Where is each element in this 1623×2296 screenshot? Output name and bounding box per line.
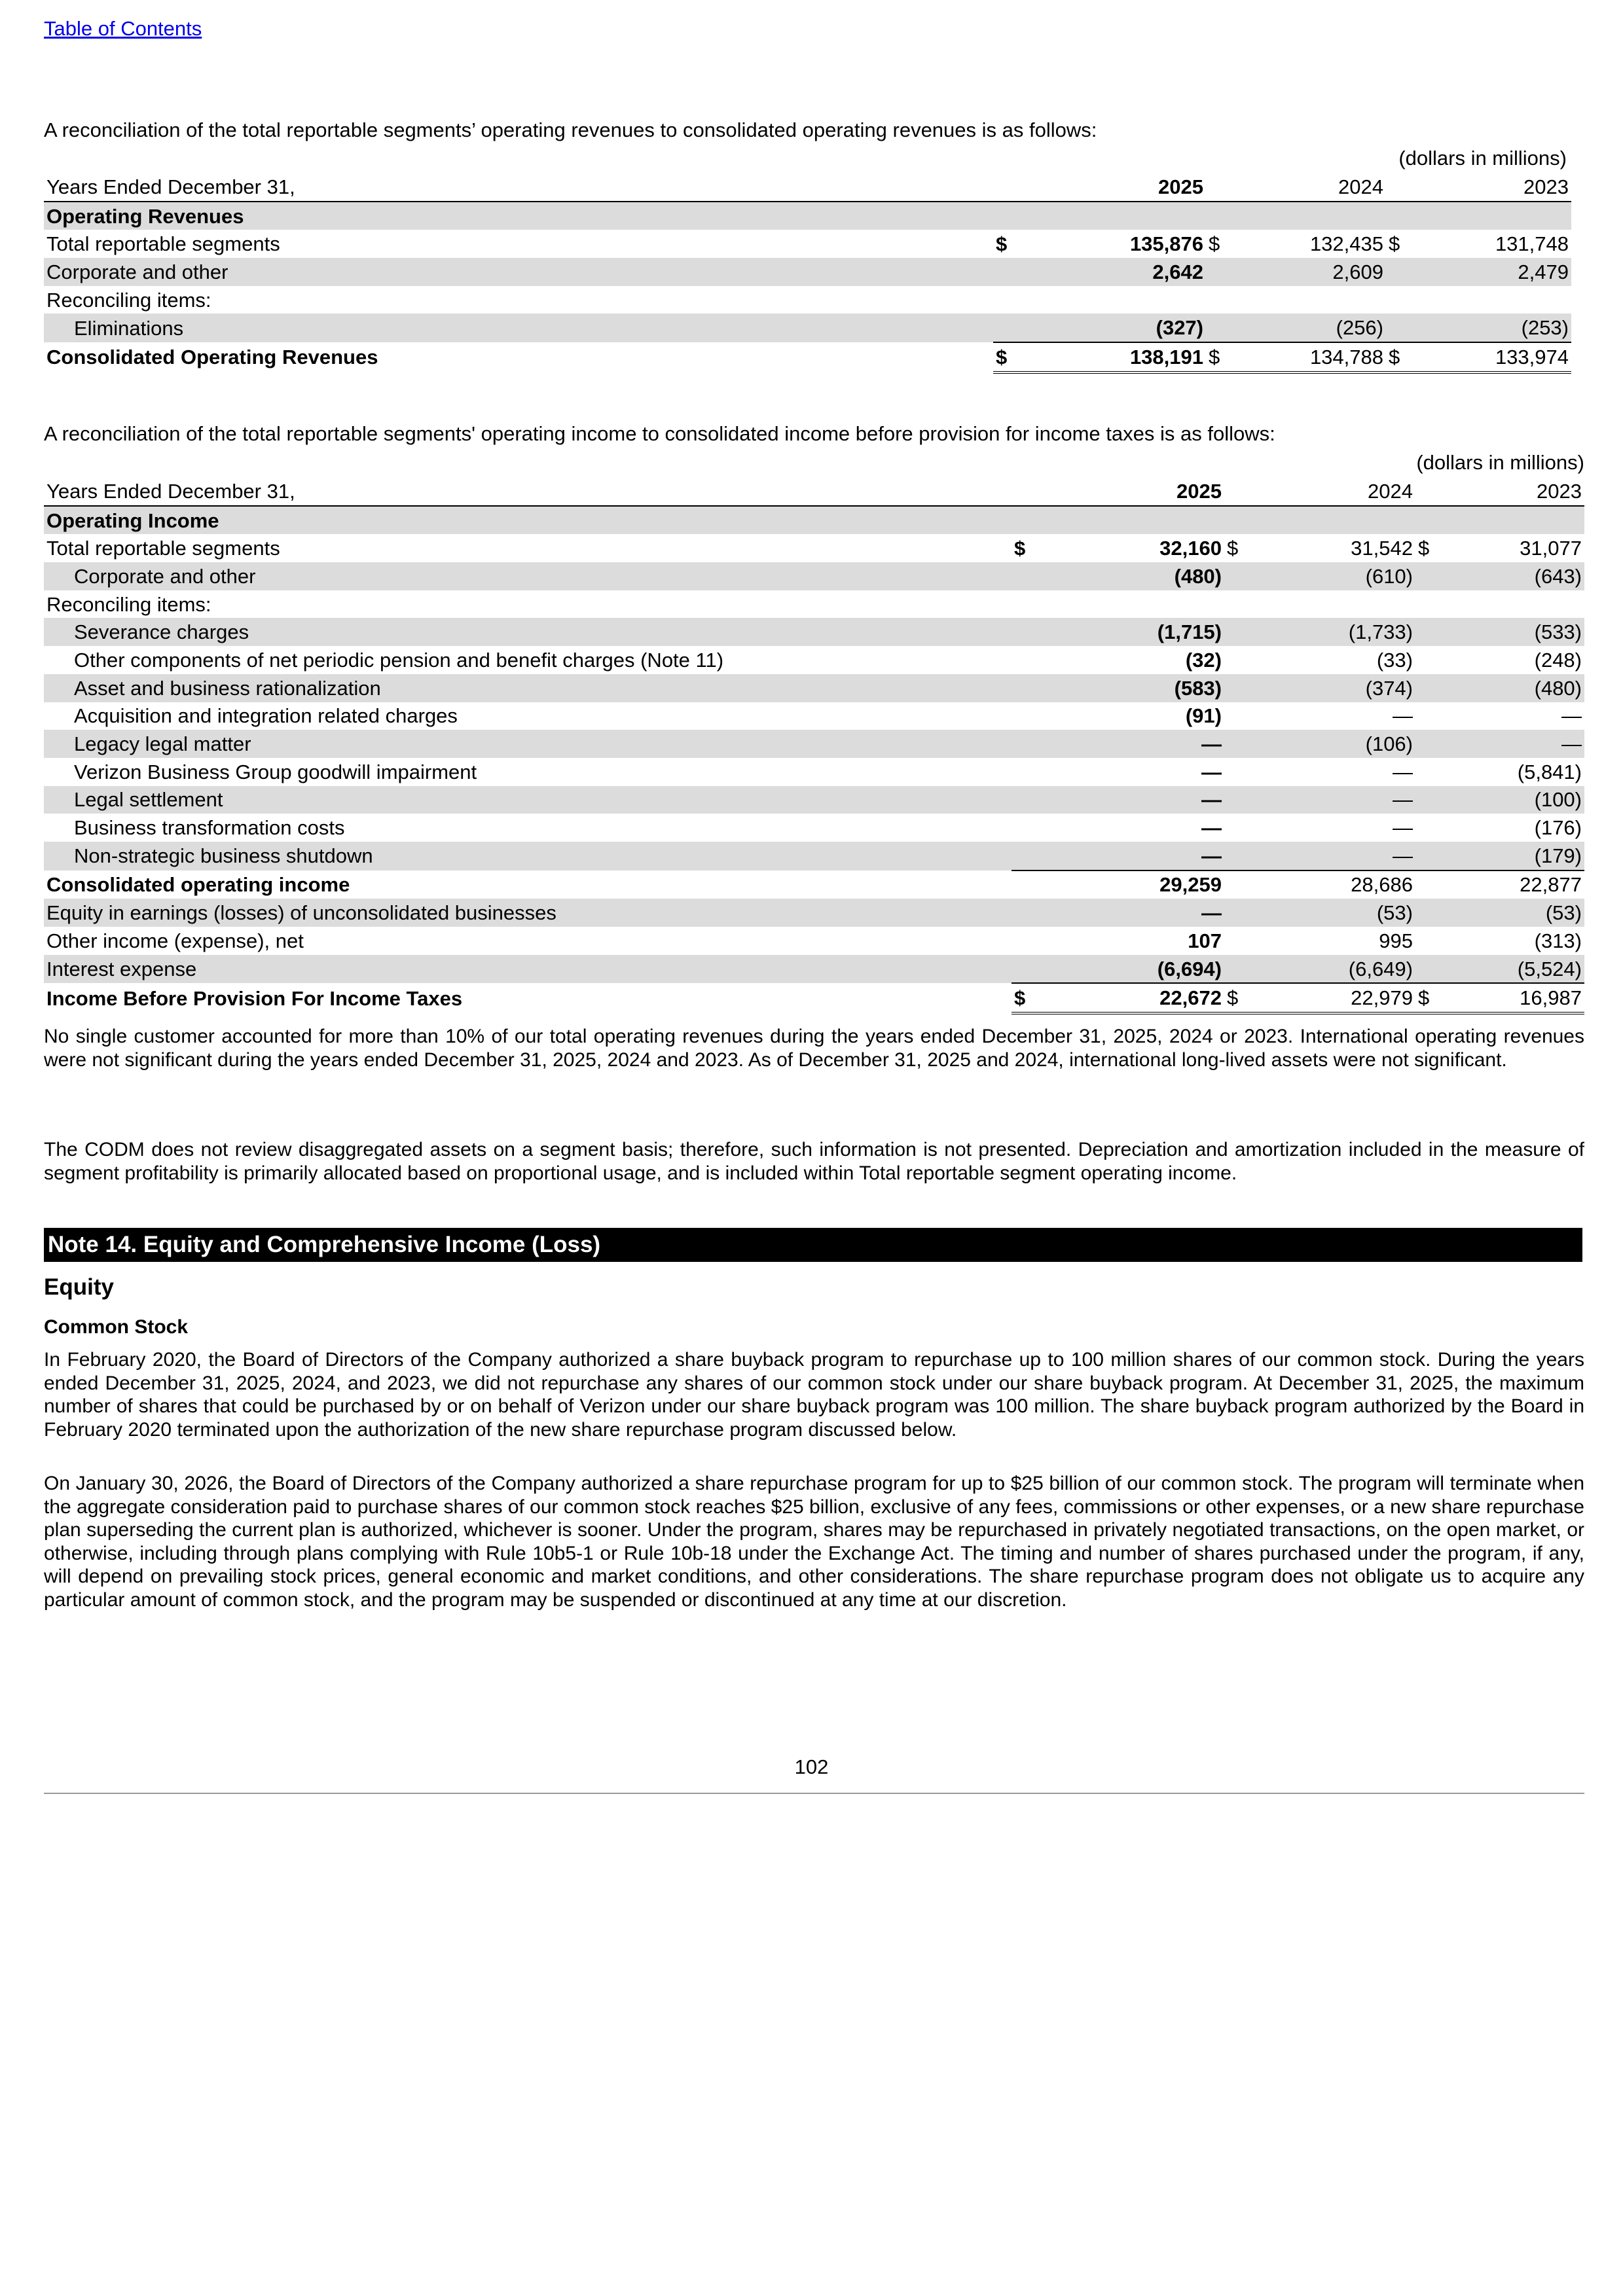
header-year-2024: 2024 [1244, 477, 1415, 506]
value-2023: — [1561, 704, 1582, 728]
total-row [44, 342, 1571, 372]
currency-symbol: $ [993, 342, 1019, 372]
table-header-row [44, 173, 1571, 202]
table-row [44, 814, 1584, 842]
value-2023: 131,748 [1495, 232, 1569, 256]
value-2024: — [1393, 816, 1413, 840]
row-label: Other components of net periodic pension and benefit charges (Note 11) [74, 648, 724, 672]
table-row [44, 899, 1584, 927]
value-2025: (480) [1038, 562, 1224, 590]
income-units-label: (dollars in millions) [1416, 451, 1584, 474]
currency-symbol: $ [996, 232, 1008, 256]
row-label: Reconciling items: [46, 592, 211, 616]
table-header-row [44, 477, 1584, 506]
row-label: Total reportable segments [46, 232, 280, 256]
row-label: Verizon Business Group goodwill impairment [74, 760, 477, 783]
currency-symbol: $ [1227, 537, 1239, 560]
currency-symbol: $ [1209, 232, 1220, 256]
income-reconciliation-intro: A reconciliation of the total reportable segments' operating income to consolidated income before provision for income taxes is as follows: [44, 422, 1275, 445]
income-reconciliation-table [44, 477, 1584, 1014]
value-2023: 133,974 [1412, 342, 1571, 372]
currency-symbol: $ [1386, 342, 1412, 372]
section-row [44, 202, 1571, 230]
currency-symbol: $ [1224, 983, 1244, 1013]
note-14-title-bar: Note 14. Equity and Comprehensive Income (Loss) [44, 1228, 1582, 1262]
row-label: Asset and business rationalization [44, 674, 1012, 702]
value-2025: — [1201, 816, 1222, 840]
table-row [44, 702, 1584, 730]
common-stock-heading: Common Stock [44, 1316, 189, 1338]
value-2024: — [1244, 842, 1415, 870]
value-2024: 22,979 [1244, 983, 1415, 1013]
header-year-2023: 2023 [1442, 477, 1584, 506]
table-row [44, 842, 1584, 870]
table-row [44, 927, 1584, 955]
value-2025: (91) [1185, 704, 1222, 728]
value-2024: (1,733) [1244, 618, 1415, 646]
section-title: Operating Revenues [44, 202, 993, 230]
codm-assets-paragraph: The CODM does not review disaggregated assets on a segment basis; therefore, such information is not presented. Depreciation and amortization included in the measure of segment profitability is primarily allocated based on proportional usage, and is included within Total reportable segment operating income. [44, 1139, 1584, 1184]
row-label: Income Before Provision For Income Taxes [46, 986, 463, 1010]
value-2023: (248) [1534, 648, 1582, 672]
customer-concentration-paragraph: No single customer accounted for more than 10% of our total operating revenues during the years ended December 31, 2025, 2024 or 2023. International operating revenues were not significant during the years ended December 31, 2025, 2024 and 2023. As of December 31, 2025 and 2024, international long-lived assets were not significant. [44, 1026, 1584, 1071]
value-2025: — [1038, 730, 1224, 758]
header-year-2025: 2025 [1019, 173, 1206, 202]
row-label: Consolidated Operating Revenues [46, 346, 378, 369]
row-label: Reconciling items: [46, 288, 211, 312]
revenue-reconciliation-intro: A reconciliation of the total reportable segments’ operating revenues to consolidated operating revenues is as follows: [44, 118, 1097, 141]
value-2024: 995 [1379, 929, 1413, 952]
revenue-units-label: (dollars in millions) [1398, 147, 1567, 170]
table-row [44, 955, 1584, 984]
header-year-2024: 2024 [1226, 173, 1386, 202]
table-row [44, 674, 1584, 702]
table-row [44, 286, 1571, 314]
value-2023: (253) [1412, 314, 1571, 342]
row-label: Total reportable segments [46, 537, 280, 560]
value-2025: 135,876 [1129, 232, 1203, 256]
value-2023: 31,077 [1520, 537, 1582, 560]
value-2024: (374) [1244, 674, 1415, 702]
value-2025: 29,259 [1038, 870, 1224, 899]
currency-symbol: $ [1012, 983, 1038, 1013]
row-label: Equity in earnings (losses) of unconsolidated businesses [44, 899, 1012, 927]
row-label: Business transformation costs [74, 816, 345, 840]
table-row [44, 646, 1584, 674]
value-2024: (6,649) [1244, 955, 1415, 984]
equity-heading: Equity [44, 1274, 114, 1300]
currency-symbol: $ [1014, 537, 1026, 560]
value-2023: 22,877 [1442, 870, 1584, 899]
table-row [44, 786, 1584, 814]
table-row [44, 230, 1571, 258]
value-2025: (327) [1019, 314, 1206, 342]
row-label: Interest expense [44, 955, 1012, 984]
value-2024: 2,609 [1226, 258, 1386, 286]
share-buyback-paragraph: In February 2020, the Board of Directors of the Company authorized a share buyback program to repurchase up to 100 million shares of our common stock. During the years ended December 31, 2025, 2024, and 2023, we did not repurchase any shares of our common stock under our share buyback program. At December 31, 2025, the maximum number of shares that could be purchased by or on behalf of Verizon under our share buyback program was 100 million. The share buyback program authorized by the Board in February 2020 terminated upon the authorization of the new share repurchase program discussed below. [44, 1349, 1584, 1441]
table-row [44, 562, 1584, 590]
table-row [44, 618, 1584, 646]
value-2024: 132,435 [1309, 232, 1383, 256]
row-label: Other income (expense), net [46, 929, 304, 952]
value-2023: 2,479 [1412, 258, 1571, 286]
value-2024: (33) [1376, 648, 1413, 672]
row-label: Non-strategic business shutdown [44, 842, 1012, 870]
row-label: Severance charges [44, 618, 1012, 646]
row-label: Legal settlement [44, 786, 1012, 814]
currency-symbol: $ [1418, 537, 1430, 560]
value-2025: (583) [1038, 674, 1224, 702]
value-2024: 31,542 [1351, 537, 1413, 560]
value-2023: (480) [1442, 674, 1584, 702]
table-row [44, 590, 1584, 619]
total-row [44, 983, 1584, 1013]
value-2024: — [1244, 786, 1415, 814]
value-2023: (643) [1442, 562, 1584, 590]
header-label: Years Ended December 31, [44, 477, 1012, 506]
row-label: Corporate and other [44, 258, 993, 286]
row-label: Corporate and other [44, 562, 1012, 590]
section-row [44, 506, 1584, 535]
value-2023: (176) [1534, 816, 1582, 840]
currency-symbol: $ [1389, 232, 1400, 256]
value-2023: (313) [1534, 929, 1582, 952]
table-row [44, 758, 1584, 786]
header-year-2025: 2025 [1038, 477, 1224, 506]
row-label: Eliminations [44, 314, 993, 342]
value-2024: (53) [1244, 899, 1415, 927]
subtotal-row [44, 870, 1584, 899]
value-2024: (610) [1244, 562, 1415, 590]
value-2025: 22,672 [1038, 983, 1224, 1013]
value-2024: — [1393, 704, 1413, 728]
page-number: 102 [794, 1755, 829, 1778]
value-2025: 107 [1188, 929, 1222, 952]
row-label: Consolidated operating income [46, 872, 350, 896]
share-repurchase-paragraph: On January 30, 2026, the Board of Directors of the Company authorized a share repurchase program for up to $25 billion of our common stock. The program will terminate when the aggregate consideration paid to purchase shares of our common stock reaches $25 billion, exclusive of any fees, commissions or other expenses, or a new share repurchase plan superseding the current plan is authorized, whichever is sooner. Under the program, shares may be repurchased in privately negotiated transactions, on the open market, or otherwise, including through plans complying with Rule 10b5-1 or Rule 10b-18 under the Exchange Act. The timing and number of shares purchased under the program, if any, will depend on prevailing stock prices, general economic and market conditions, and other considerations. The share repurchase program does not obligate us to acquire any particular amount of common stock, and the program may be suspended or discontinued at any time at our discretion. [44, 1473, 1584, 1611]
value-2023: (533) [1442, 618, 1584, 646]
currency-symbol: $ [1415, 983, 1442, 1013]
value-2025: — [1038, 899, 1224, 927]
value-2025: (6,694) [1038, 955, 1224, 984]
value-2023: (5,841) [1517, 760, 1582, 783]
table-row [44, 314, 1571, 342]
value-2023: (5,524) [1442, 955, 1584, 984]
value-2025: 2,642 [1019, 258, 1206, 286]
value-2025: (32) [1185, 648, 1222, 672]
value-2023: (179) [1442, 842, 1584, 870]
table-row [44, 534, 1584, 562]
footer-divider [44, 1793, 1584, 1794]
row-label: Acquisition and integration related charges [74, 704, 458, 728]
section-title: Operating Income [44, 506, 1012, 535]
value-2025: 138,191 [1019, 342, 1206, 372]
value-2025: — [1038, 842, 1224, 870]
table-row [44, 730, 1584, 758]
value-2025: (1,715) [1038, 618, 1224, 646]
row-label: Legacy legal matter [44, 730, 1012, 758]
value-2024: 28,686 [1244, 870, 1415, 899]
value-2023: (100) [1442, 786, 1584, 814]
value-2024: 134,788 [1226, 342, 1386, 372]
value-2023: (53) [1442, 899, 1584, 927]
header-label: Years Ended December 31, [44, 173, 993, 202]
revenue-reconciliation-table [44, 173, 1571, 374]
value-2025: 32,160 [1159, 537, 1222, 560]
currency-symbol: $ [1206, 342, 1226, 372]
value-2025: — [1038, 786, 1224, 814]
table-of-contents-link[interactable]: Table of Contents [44, 17, 202, 40]
value-2023: 16,987 [1442, 983, 1584, 1013]
table-row [44, 258, 1571, 286]
value-2023: — [1442, 730, 1584, 758]
value-2025: — [1201, 760, 1222, 783]
header-year-2023: 2023 [1412, 173, 1571, 202]
value-2024: (106) [1244, 730, 1415, 758]
value-2024: (256) [1226, 314, 1386, 342]
value-2024: — [1393, 760, 1413, 783]
